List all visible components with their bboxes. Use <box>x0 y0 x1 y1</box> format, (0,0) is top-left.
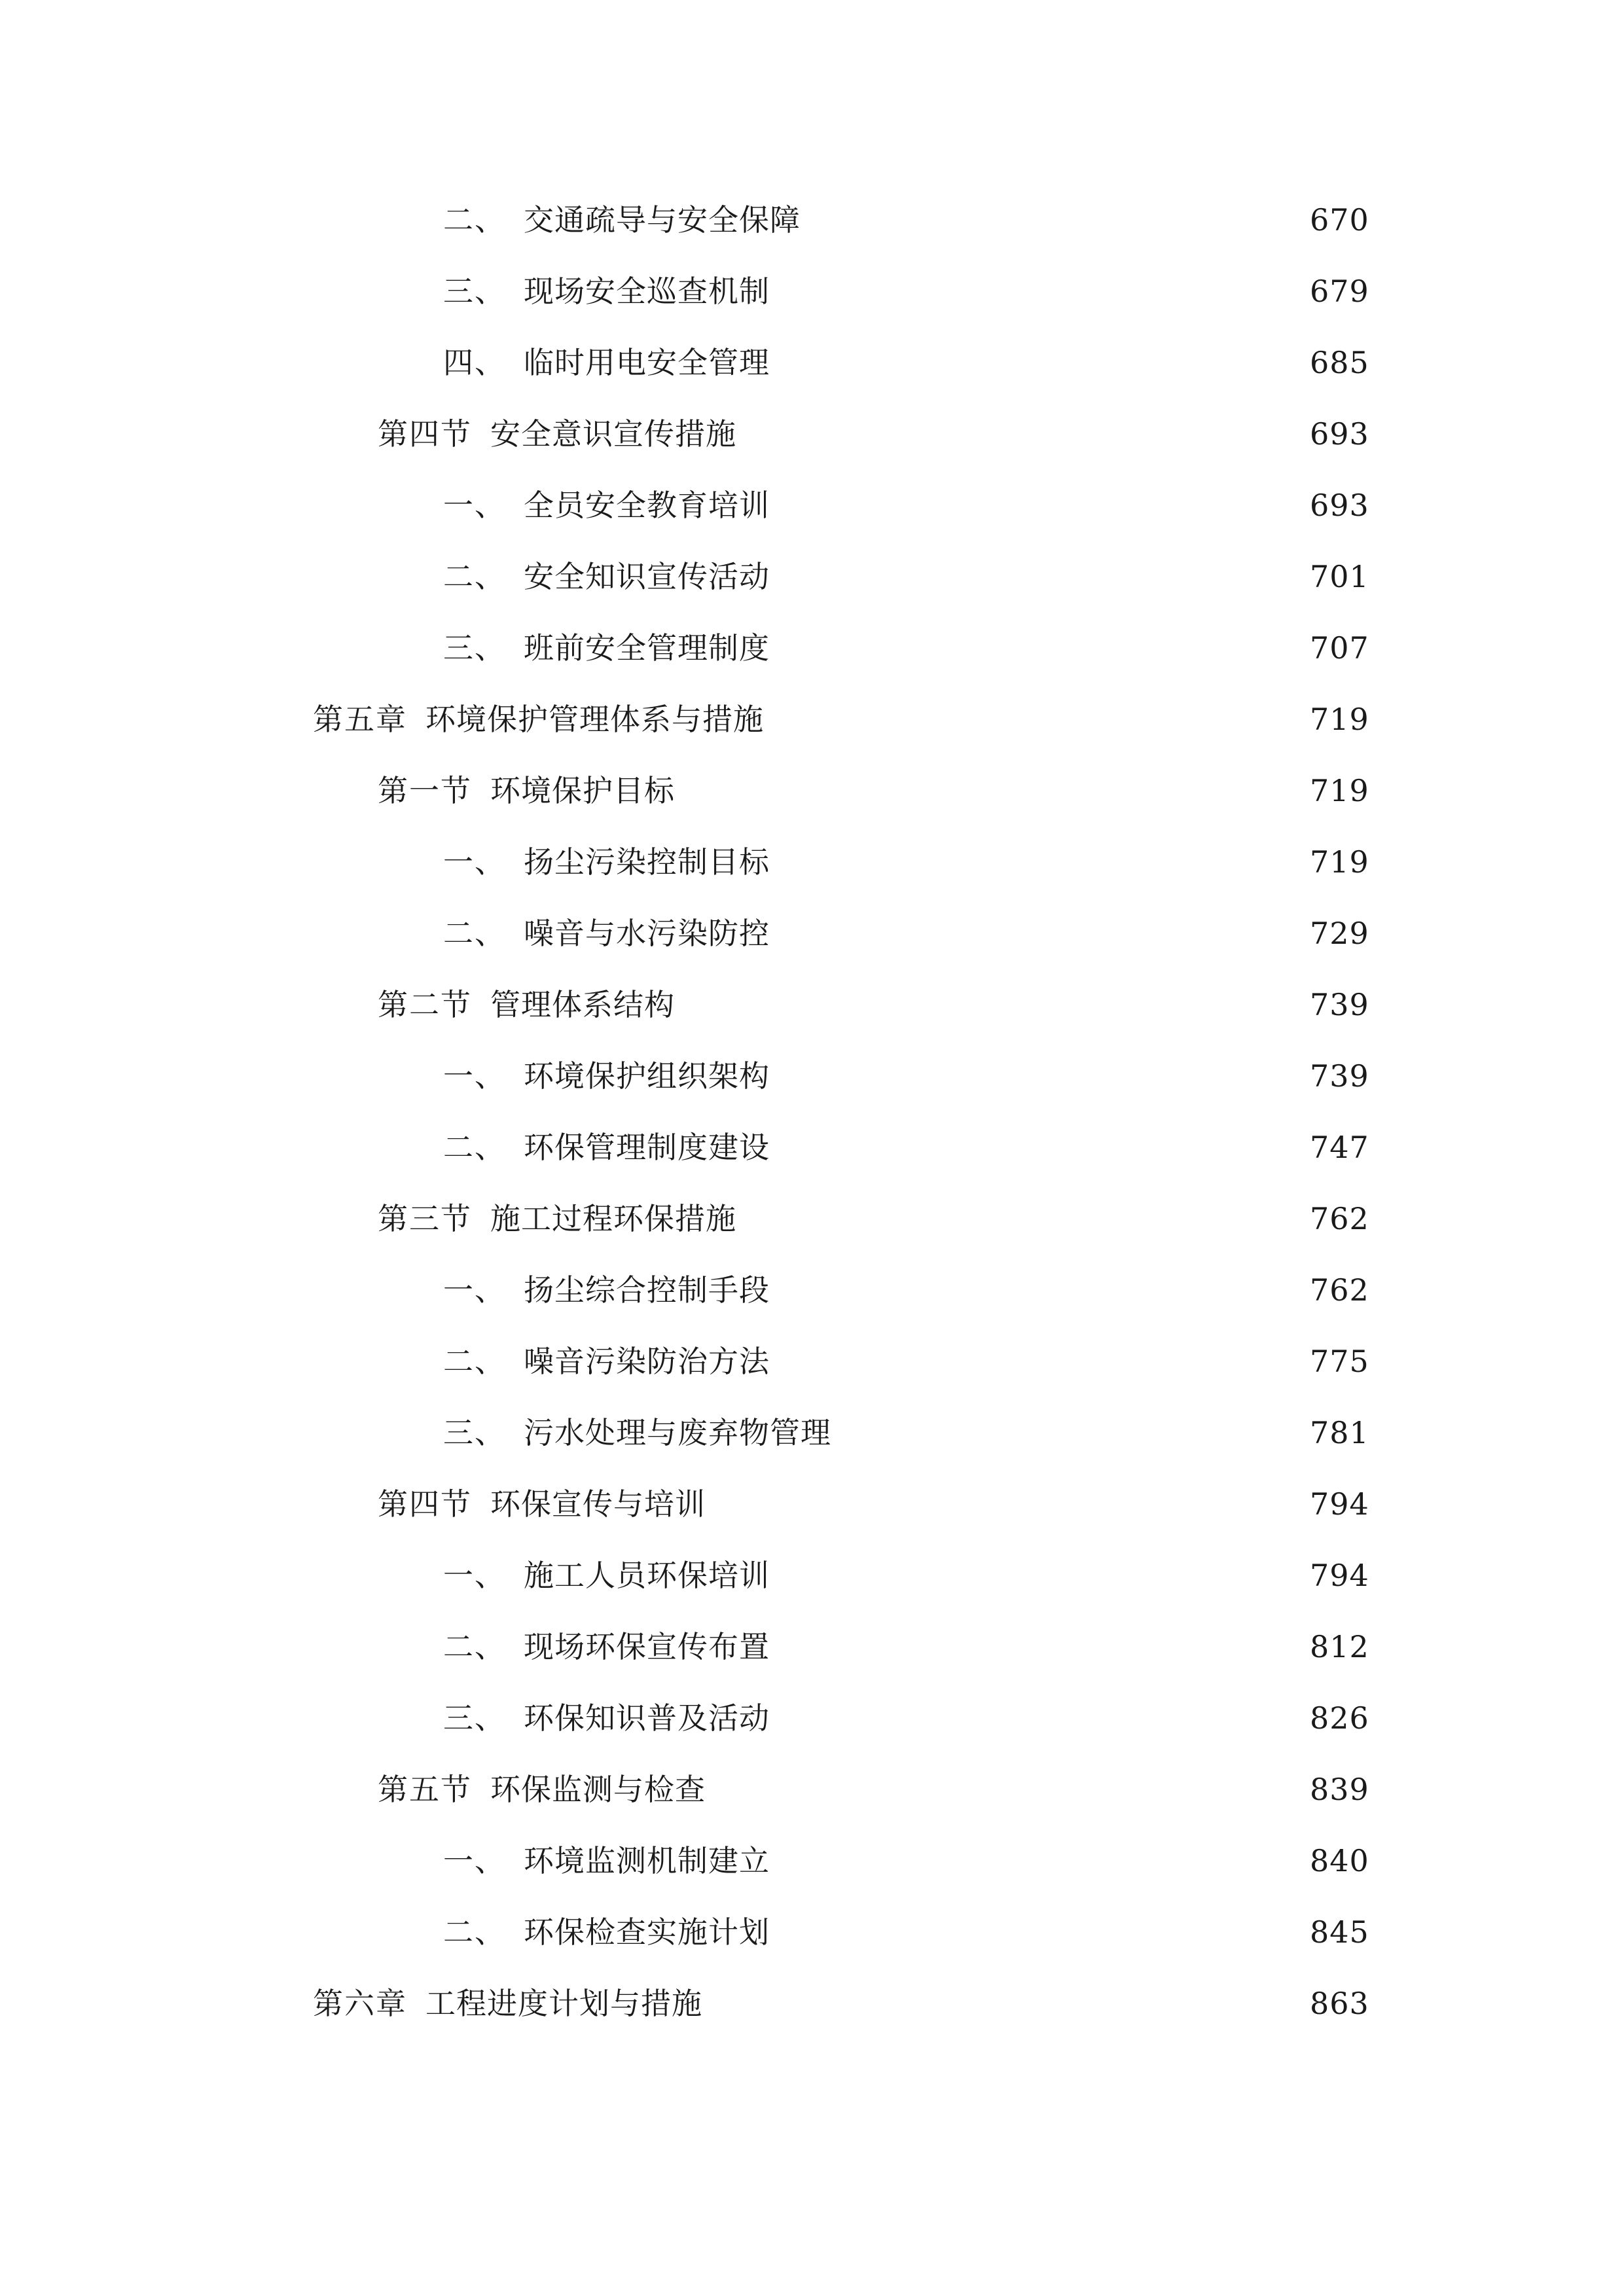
toc-entry-number: 第五章 <box>313 702 407 737</box>
toc-entry-number: 二、 <box>443 1130 506 1165</box>
toc-entry-number: 二、 <box>443 1344 506 1379</box>
toc-entry-page: 839 <box>1310 1772 1369 1807</box>
dot-leader <box>716 1478 1301 1530</box>
toc-entry-number: 第一节 <box>378 773 472 808</box>
toc-entry-title: 现场环保宣传布置 <box>524 1629 770 1664</box>
toc-entry-page: 781 <box>1310 1415 1369 1450</box>
toc-entry-title: 环境监测机制建立 <box>524 1843 770 1878</box>
toc-entry-title: 扬尘综合控制手段 <box>524 1272 770 1308</box>
toc-entry-title: 环保知识普及活动 <box>524 1700 770 1736</box>
toc-entry-title: 环保监测与检查 <box>490 1772 706 1807</box>
toc-entry-number: 第四节 <box>378 1486 472 1522</box>
toc-entry[interactable] <box>378 1478 1369 1530</box>
toc-entry-title: 噪音污染防治方法 <box>524 1344 770 1379</box>
dot-leader <box>780 1621 1301 1673</box>
dot-leader <box>842 1407 1301 1459</box>
toc-entry[interactable] <box>443 622 1369 674</box>
toc-entry-page: 747 <box>1310 1130 1369 1165</box>
toc-entry[interactable] <box>443 1335 1369 1388</box>
toc-entry-title: 环保管理制度建设 <box>524 1130 770 1165</box>
dot-leader <box>713 1977 1301 2030</box>
toc-entry-number: 一、 <box>443 488 506 523</box>
dot-leader <box>780 1692 1301 1744</box>
toc-entry-page: 729 <box>1310 916 1369 951</box>
toc-entry-number: 二、 <box>443 559 506 594</box>
toc-entry-number: 一、 <box>443 844 506 880</box>
toc-entry[interactable] <box>378 408 1369 460</box>
toc-entry-title: 临时用电安全管理 <box>524 345 770 380</box>
toc-entry-number: 三、 <box>443 1415 506 1450</box>
toc-entry[interactable] <box>313 693 1369 745</box>
dot-leader <box>780 1549 1301 1602</box>
toc-entry-page: 693 <box>1310 488 1369 523</box>
toc-entry-number: 二、 <box>443 1914 506 1950</box>
dot-leader <box>747 1193 1301 1245</box>
toc-entry-number: 第二节 <box>378 987 472 1022</box>
toc-entry-page: 775 <box>1310 1344 1369 1379</box>
toc-entry-title: 安全知识宣传活动 <box>524 559 770 594</box>
toc-entry-page: 679 <box>1310 274 1369 309</box>
toc-entry[interactable] <box>443 336 1369 389</box>
toc-entry-number: 四、 <box>443 345 506 380</box>
toc-entry-page: 762 <box>1310 1201 1369 1236</box>
toc-entry-number: 二、 <box>443 916 506 951</box>
toc-entry-title: 工程进度计划与措施 <box>425 1986 702 2021</box>
toc-entry-title: 环保检查实施计划 <box>524 1914 770 1950</box>
toc-entry[interactable] <box>443 265 1369 317</box>
toc-entry[interactable] <box>443 479 1369 531</box>
toc-entry-number: 第四节 <box>378 416 472 452</box>
toc-entry-number: 第三节 <box>378 1201 472 1236</box>
dot-leader <box>780 1264 1301 1316</box>
toc-entry-title: 全员安全教育培训 <box>524 488 770 523</box>
toc-entry-page: 693 <box>1310 416 1369 452</box>
toc-entry-number: 三、 <box>443 630 506 666</box>
toc-entry-title: 环境保护组织架构 <box>524 1058 770 1094</box>
toc-entry-page: 863 <box>1310 1986 1369 2021</box>
dot-leader <box>780 479 1301 531</box>
toc-entry-page: 840 <box>1310 1843 1369 1878</box>
toc-entry[interactable] <box>378 1193 1369 1245</box>
toc-entry[interactable] <box>443 1407 1369 1459</box>
dot-leader <box>780 1335 1301 1388</box>
toc-entry-title: 安全意识宣传措施 <box>490 416 736 452</box>
toc-entry[interactable] <box>443 1835 1369 1887</box>
toc-entry-title: 扬尘污染控制目标 <box>524 844 770 880</box>
toc-entry-page: 685 <box>1310 345 1369 380</box>
toc-entry-page: 794 <box>1310 1486 1369 1522</box>
toc-entry-title: 施工人员环保培训 <box>524 1558 770 1593</box>
toc-entry-number: 三、 <box>443 274 506 309</box>
toc-entry[interactable] <box>443 907 1369 960</box>
toc-entry-number: 第六章 <box>313 1986 407 2021</box>
toc-entry-title: 噪音与水污染防控 <box>524 916 770 951</box>
dot-leader <box>685 978 1301 1031</box>
toc-entry-number: 二、 <box>443 1629 506 1664</box>
dot-leader <box>780 1906 1301 1958</box>
toc-entry-number: 二、 <box>443 202 506 238</box>
toc-entry-number: 一、 <box>443 1843 506 1878</box>
toc-entry-page: 739 <box>1310 1058 1369 1094</box>
dot-leader <box>780 336 1301 389</box>
toc-entry-page: 701 <box>1310 559 1369 594</box>
dot-leader <box>747 408 1301 460</box>
toc-entry-title: 管理体系结构 <box>490 987 675 1022</box>
toc-entry-page: 719 <box>1310 702 1369 737</box>
toc-entry[interactable] <box>443 550 1369 603</box>
toc-entry-page: 845 <box>1310 1914 1369 1950</box>
dot-leader <box>780 1050 1301 1102</box>
dot-leader <box>780 1121 1301 1174</box>
dot-leader <box>811 194 1301 246</box>
dot-leader <box>716 1763 1301 1816</box>
toc-entry[interactable] <box>443 1549 1369 1602</box>
toc-entry-title: 环保宣传与培训 <box>490 1486 706 1522</box>
toc-entry-page: 762 <box>1310 1272 1369 1308</box>
toc-entry-page: 739 <box>1310 987 1369 1022</box>
toc-entry-number: 一、 <box>443 1558 506 1593</box>
dot-leader <box>780 1835 1301 1887</box>
toc-entry[interactable] <box>313 1977 1369 2030</box>
toc-entry[interactable] <box>443 1621 1369 1673</box>
toc-entry-title: 现场安全巡查机制 <box>524 274 770 309</box>
dot-leader <box>780 836 1301 888</box>
toc-entry-title: 环境保护管理体系与措施 <box>425 702 764 737</box>
toc-entry-page: 794 <box>1310 1558 1369 1593</box>
toc-entry[interactable] <box>443 1906 1369 1958</box>
dot-leader <box>780 907 1301 960</box>
toc-entry-title: 环境保护目标 <box>490 773 675 808</box>
toc-entry-number: 三、 <box>443 1700 506 1736</box>
dot-leader <box>780 265 1301 317</box>
toc-entry-number: 第五节 <box>378 1772 472 1807</box>
toc-entry-page: 826 <box>1310 1700 1369 1736</box>
toc-entry-page: 719 <box>1310 773 1369 808</box>
toc-entry-title: 污水处理与废弃物管理 <box>524 1415 831 1450</box>
toc-entry[interactable] <box>443 1692 1369 1744</box>
toc-entry[interactable] <box>443 1264 1369 1316</box>
toc-entry[interactable] <box>443 194 1369 246</box>
toc-entry-title: 施工过程环保措施 <box>490 1201 736 1236</box>
toc-entry[interactable] <box>378 978 1369 1031</box>
toc-entry[interactable] <box>443 836 1369 888</box>
dot-leader <box>780 622 1301 674</box>
toc-entry-title: 交通疏导与安全保障 <box>524 202 801 238</box>
dot-leader <box>774 693 1301 745</box>
dot-leader <box>685 764 1301 817</box>
dot-leader <box>780 550 1301 603</box>
toc-entry[interactable] <box>378 764 1369 817</box>
toc-entry-page: 707 <box>1310 630 1369 666</box>
toc-entry-page: 719 <box>1310 844 1369 880</box>
toc-entry[interactable] <box>378 1763 1369 1816</box>
toc-entry-page: 670 <box>1310 202 1369 238</box>
toc-entry-page: 812 <box>1310 1629 1369 1664</box>
toc-entry[interactable] <box>443 1050 1369 1102</box>
toc-entry-number: 一、 <box>443 1058 506 1094</box>
toc-entry-title: 班前安全管理制度 <box>524 630 770 666</box>
toc-entry[interactable] <box>443 1121 1369 1174</box>
toc-entry-number: 一、 <box>443 1272 506 1308</box>
